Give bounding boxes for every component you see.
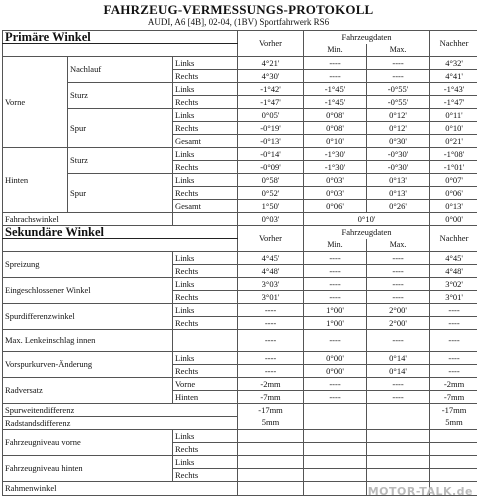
value-vorher: 4°30'	[238, 70, 304, 83]
side-label: Gesamt	[173, 200, 238, 213]
value-vorher	[238, 482, 304, 496]
parameter-label: Spur	[68, 109, 173, 148]
value-nachher: 4°45'	[430, 252, 477, 265]
value-max	[367, 417, 430, 430]
value-min: 0°10'	[304, 135, 367, 148]
value-min	[304, 456, 367, 469]
value-vorher: 0°58'	[238, 174, 304, 187]
col-header-nachher: Nachher	[430, 226, 477, 252]
side-label: Rechts	[173, 443, 238, 456]
value-nachher: 0°13'	[430, 200, 477, 213]
table-row	[3, 109, 477, 122]
table-row	[3, 31, 477, 44]
value-max	[367, 430, 430, 443]
table-row	[3, 330, 477, 352]
value-nachher	[430, 430, 477, 443]
value-nachher: -1°08'	[430, 148, 477, 161]
value-min: -1°45'	[304, 96, 367, 109]
value-vorher: -2mm	[238, 378, 304, 391]
parameter-label: Spur	[68, 174, 173, 213]
table-row	[3, 304, 477, 317]
value-vorher	[238, 469, 304, 482]
side-label: Rechts	[173, 70, 238, 83]
col-header-max: Max.	[367, 239, 430, 252]
value-min: 0°00'	[304, 365, 367, 378]
side-label	[173, 330, 238, 352]
table-row	[3, 404, 477, 417]
value-max: ----	[367, 70, 430, 83]
col-header-fahrzeugdaten: Fahrzeugdaten	[304, 31, 430, 44]
value-nachher: 3°01'	[430, 291, 477, 304]
value-vorher: ----	[238, 304, 304, 317]
value-vorher: 0°03'	[238, 213, 304, 226]
value-nachher: 0°07'	[430, 174, 477, 187]
col-header-nachher: Nachher	[430, 31, 477, 57]
value-max: 0°13'	[367, 174, 430, 187]
col-header-min: Min.	[304, 239, 367, 252]
section-title-secondary: Sekundäre Winkel	[3, 226, 238, 239]
parameter-label-rahmenwinkel: Rahmenwinkel	[3, 482, 238, 496]
value-nachher: 0°21'	[430, 135, 477, 148]
parameter-label: Sturz	[68, 83, 173, 109]
value-max: ----	[367, 265, 430, 278]
value-nachher: ----	[430, 352, 477, 365]
value-vorher: -1°42'	[238, 83, 304, 96]
value-min: 1°00'	[304, 317, 367, 330]
value-max: 0°13'	[367, 187, 430, 200]
value-min: -1°30'	[304, 148, 367, 161]
value-vorher: 0°52'	[238, 187, 304, 200]
value-nachher: 0°06'	[430, 187, 477, 200]
value-max	[367, 443, 430, 456]
col-header-max: Max.	[367, 44, 430, 57]
parameter-label: Radversatz	[3, 378, 173, 404]
value-vorher	[238, 443, 304, 456]
side-label: Rechts	[173, 317, 238, 330]
value-min: ----	[304, 330, 367, 352]
parameter-label: Spurdifferenzwinkel	[3, 304, 173, 330]
value-nachher: -1°01'	[430, 161, 477, 174]
value-min: 0°03'	[304, 174, 367, 187]
value-min: ----	[304, 265, 367, 278]
value-vorher: ----	[238, 352, 304, 365]
side-label: Rechts	[173, 265, 238, 278]
table-row	[3, 213, 477, 226]
value-vorher: -0°19'	[238, 122, 304, 135]
value-vorher: -1°47'	[238, 96, 304, 109]
value-max: -0°55'	[367, 83, 430, 96]
value-max: 0°14'	[367, 352, 430, 365]
value-vorher: ----	[238, 317, 304, 330]
col-header-fahrzeugdaten: Fahrzeugdaten	[304, 226, 430, 239]
document-subtitle: AUDI, A6 [4B], 02-04, (1BV) Sportfahrwerk RS6	[147, 17, 330, 27]
value-nachher: -2mm	[430, 378, 477, 391]
value-min: ----	[304, 378, 367, 391]
value-vorher: -7mm	[238, 391, 304, 404]
value-min	[304, 404, 367, 417]
value-nachher: -17mm	[430, 404, 477, 417]
value-min: 0°00'	[304, 352, 367, 365]
value-nachher	[430, 456, 477, 469]
value-nachher: -1°47'	[430, 96, 477, 109]
value-nachher: 0°00'	[430, 213, 477, 226]
table-row	[3, 83, 477, 96]
value-min	[304, 482, 367, 496]
side-label: Rechts	[173, 469, 238, 482]
value-min: ----	[304, 278, 367, 291]
watermark: MOTOR-TALK.de	[367, 485, 473, 498]
parameter-label: Eingeschlossener Winkel	[3, 278, 173, 304]
col-header-min: Min.	[304, 44, 367, 57]
value-vorher: 1°50'	[238, 200, 304, 213]
parameter-label: Fahrzeugniveau hinten	[3, 456, 173, 482]
side-label: Gesamt	[173, 135, 238, 148]
side-label: Links	[173, 109, 238, 122]
value-max	[367, 456, 430, 469]
value-max: -0°55'	[367, 96, 430, 109]
side-label: Rechts	[173, 365, 238, 378]
table-row	[3, 378, 477, 391]
value-max	[367, 404, 430, 417]
value-vorher: 3°03'	[238, 278, 304, 291]
value-nachher	[430, 443, 477, 456]
value-min: 0°06'	[304, 200, 367, 213]
group-label-hinten: Hinten	[3, 148, 68, 213]
value-vorher: -0°14'	[238, 148, 304, 161]
value-max: 0°12'	[367, 122, 430, 135]
parameter-label-spurweiten: Spurweitendifferenz	[3, 404, 238, 417]
value-max: 2°00'	[367, 317, 430, 330]
parameter-label: Max. Lenkeinschlag innen	[3, 330, 173, 352]
side-label: Links	[173, 83, 238, 96]
value-max: ----	[367, 252, 430, 265]
value-max: ----	[367, 391, 430, 404]
value-max: 0°26'	[367, 200, 430, 213]
value-vorher: 3°01'	[238, 291, 304, 304]
side-label: Links	[173, 252, 238, 265]
side-label: Links	[173, 174, 238, 187]
value-min	[304, 443, 367, 456]
value-nachher: ----	[430, 317, 477, 330]
value-nachher: ----	[430, 365, 477, 378]
value-vorher: -17mm	[238, 404, 304, 417]
value-nachher: ----	[430, 330, 477, 352]
side-label	[173, 213, 238, 226]
value-nachher	[430, 469, 477, 482]
value-min: 1°00'	[304, 304, 367, 317]
value-max	[367, 469, 430, 482]
value-min: -1°30'	[304, 161, 367, 174]
value-max: 0°12'	[367, 109, 430, 122]
value-vorher: 4°45'	[238, 252, 304, 265]
side-label: Links	[173, 304, 238, 317]
value-min: ----	[304, 57, 367, 70]
value-max: ----	[367, 330, 430, 352]
parameter-label: Sturz	[68, 148, 173, 174]
value-fahrzeugdaten: 0°10'	[304, 213, 430, 226]
value-min: ----	[304, 70, 367, 83]
side-label: Links	[173, 456, 238, 469]
value-nachher: -7mm	[430, 391, 477, 404]
side-label: Links	[173, 430, 238, 443]
value-max: 0°30'	[367, 135, 430, 148]
side-label: Rechts	[173, 122, 238, 135]
value-nachher: 4°48'	[430, 265, 477, 278]
value-min: 0°08'	[304, 109, 367, 122]
value-min: ----	[304, 391, 367, 404]
value-min	[304, 430, 367, 443]
section-title-primary: Primäre Winkel	[3, 31, 238, 44]
value-min: 0°03'	[304, 187, 367, 200]
value-vorher: 5mm	[238, 417, 304, 430]
table-row	[3, 57, 477, 70]
value-vorher: -0°09'	[238, 161, 304, 174]
value-nachher: 4°32'	[430, 57, 477, 70]
protocol-table	[2, 30, 477, 496]
value-min: 0°08'	[304, 122, 367, 135]
parameter-label: Fahrzeugniveau vorne	[3, 430, 173, 456]
parameter-label: Vorspurkurven-Änderung	[3, 352, 173, 378]
value-max: -0°30'	[367, 161, 430, 174]
value-nachher: ----	[430, 304, 477, 317]
document-title: FAHRZEUG-VERMESSUNGS-PROTOKOLL	[103, 2, 374, 17]
side-label: Links	[173, 148, 238, 161]
value-vorher	[238, 456, 304, 469]
value-vorher	[238, 430, 304, 443]
parameter-label: Nachlauf	[68, 57, 173, 83]
table-row	[3, 456, 477, 469]
parameter-label-fahrachswinkel: Fahrachswinkel	[3, 213, 173, 226]
value-min	[304, 417, 367, 430]
value-vorher: 4°48'	[238, 265, 304, 278]
header-spacer	[3, 239, 238, 252]
side-label: Links	[173, 57, 238, 70]
value-min: -1°45'	[304, 83, 367, 96]
value-nachher: 5mm	[430, 417, 477, 430]
value-max: 0°14'	[367, 365, 430, 378]
value-vorher: ----	[238, 330, 304, 352]
value-max: ----	[367, 57, 430, 70]
parameter-label-radstand: Radstandsdifferenz	[3, 417, 238, 430]
table-row	[3, 252, 477, 265]
table-row	[3, 278, 477, 291]
value-vorher: 4°21'	[238, 57, 304, 70]
value-max: ----	[367, 378, 430, 391]
table-row	[3, 352, 477, 365]
side-label: Rechts	[173, 291, 238, 304]
value-nachher: 4°41'	[430, 70, 477, 83]
value-vorher: -0°13'	[238, 135, 304, 148]
parameter-label: Spreizung	[3, 252, 173, 278]
value-max: 2°00'	[367, 304, 430, 317]
table-row	[3, 417, 477, 430]
group-label-vorne: Vorne	[3, 57, 68, 148]
value-min: ----	[304, 252, 367, 265]
side-label: Links	[173, 278, 238, 291]
value-vorher: ----	[238, 365, 304, 378]
value-min	[304, 469, 367, 482]
col-header-vorher: Vorher	[238, 31, 304, 57]
side-label: Hinten	[173, 391, 238, 404]
side-label: Links	[173, 352, 238, 365]
table-row	[3, 148, 477, 161]
value-nachher: -1°43'	[430, 83, 477, 96]
side-label: Rechts	[173, 187, 238, 200]
table-row	[3, 226, 477, 239]
value-min: ----	[304, 291, 367, 304]
side-label: Rechts	[173, 96, 238, 109]
table-row	[3, 430, 477, 443]
side-label: Rechts	[173, 161, 238, 174]
value-max: ----	[367, 291, 430, 304]
side-label: Vorne	[173, 378, 238, 391]
table-row	[3, 174, 477, 187]
col-header-vorher: Vorher	[238, 226, 304, 252]
value-nachher: 0°11'	[430, 109, 477, 122]
value-nachher: 3°02'	[430, 278, 477, 291]
value-max: -0°30'	[367, 148, 430, 161]
value-nachher: 0°10'	[430, 122, 477, 135]
value-vorher: 0°05'	[238, 109, 304, 122]
value-max: ----	[367, 278, 430, 291]
header-spacer	[3, 44, 238, 57]
